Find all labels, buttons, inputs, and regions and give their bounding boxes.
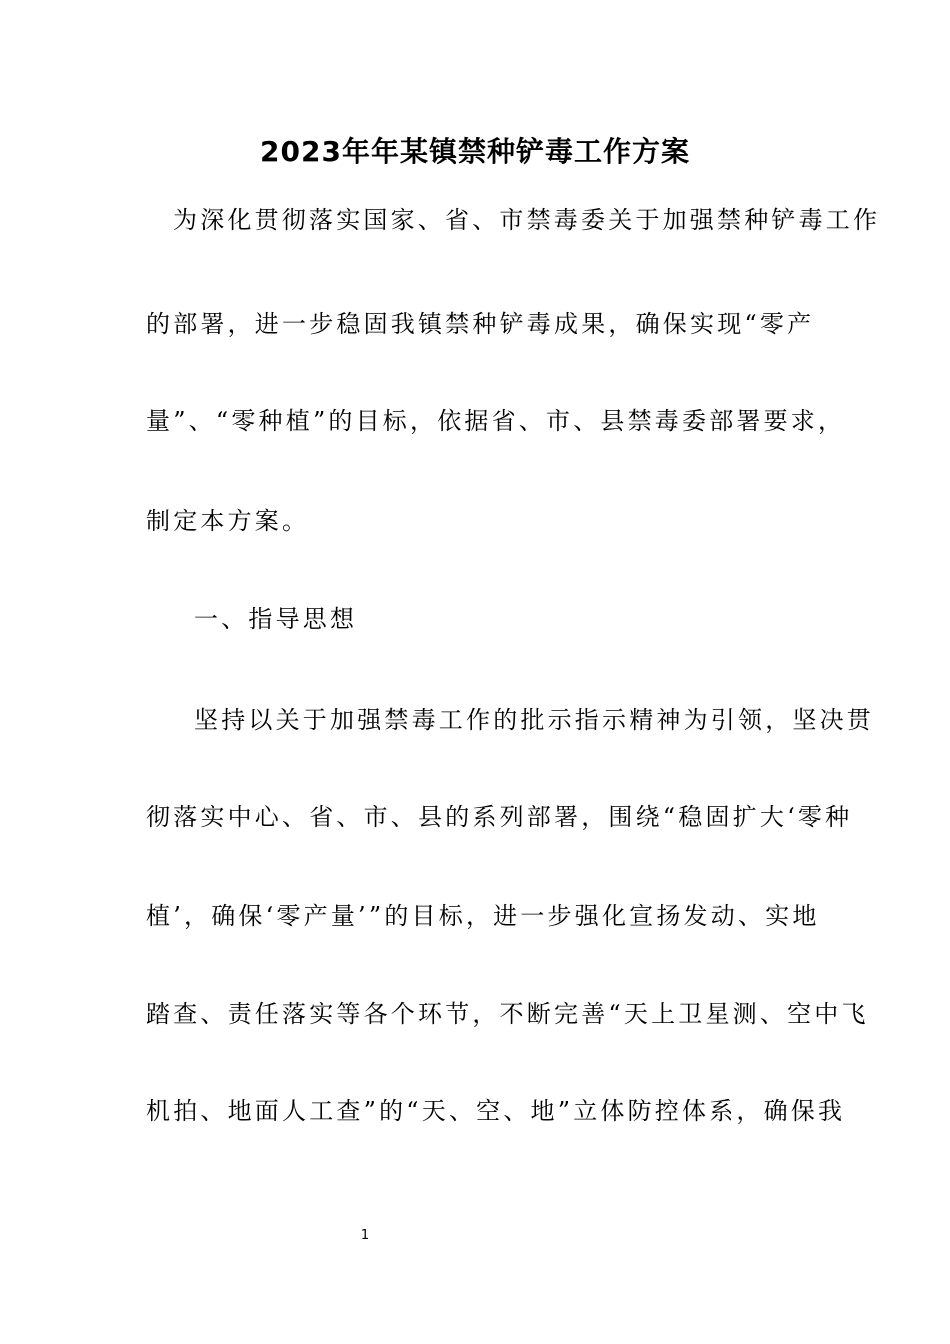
section-line-3: 植’，确保‘零产量’”的目标，进一步强化宣扬发动、实地	[146, 902, 820, 930]
intro-line-4: 制定本方案。	[146, 507, 310, 535]
section-line-5: 机拍、地面人工查”的“天、空、地”立体防控体系，确保我	[146, 1097, 846, 1125]
section-line-4: 踏查、责任落实等各个环节，不断完善“天上卫星测、空中飞	[146, 1000, 869, 1028]
section-heading: 一、指导思想	[194, 605, 358, 633]
intro-line-2: 的部署，进一步稳固我镇禁种铲毒成果，确保实现“零产	[146, 310, 815, 338]
intro-line-3: 量”、“零种植”的目标，依据省、市、县禁毒委部署要求，	[146, 407, 846, 435]
page-number: 1	[360, 1228, 370, 1243]
section-line-1: 坚持以关于加强禁毒工作的批示指示精神为引领，坚决贯	[194, 706, 874, 734]
intro-line-1: 为深化贯彻落实国家、省、市禁毒委关于加强禁种铲毒工作	[173, 206, 881, 234]
section-line-2: 彻落实中心、省、市、县的系列部署，围绕“稳固扩大‘零种	[146, 803, 853, 831]
document-title: 2023年年某镇禁种铲毒工作方案	[260, 135, 690, 168]
